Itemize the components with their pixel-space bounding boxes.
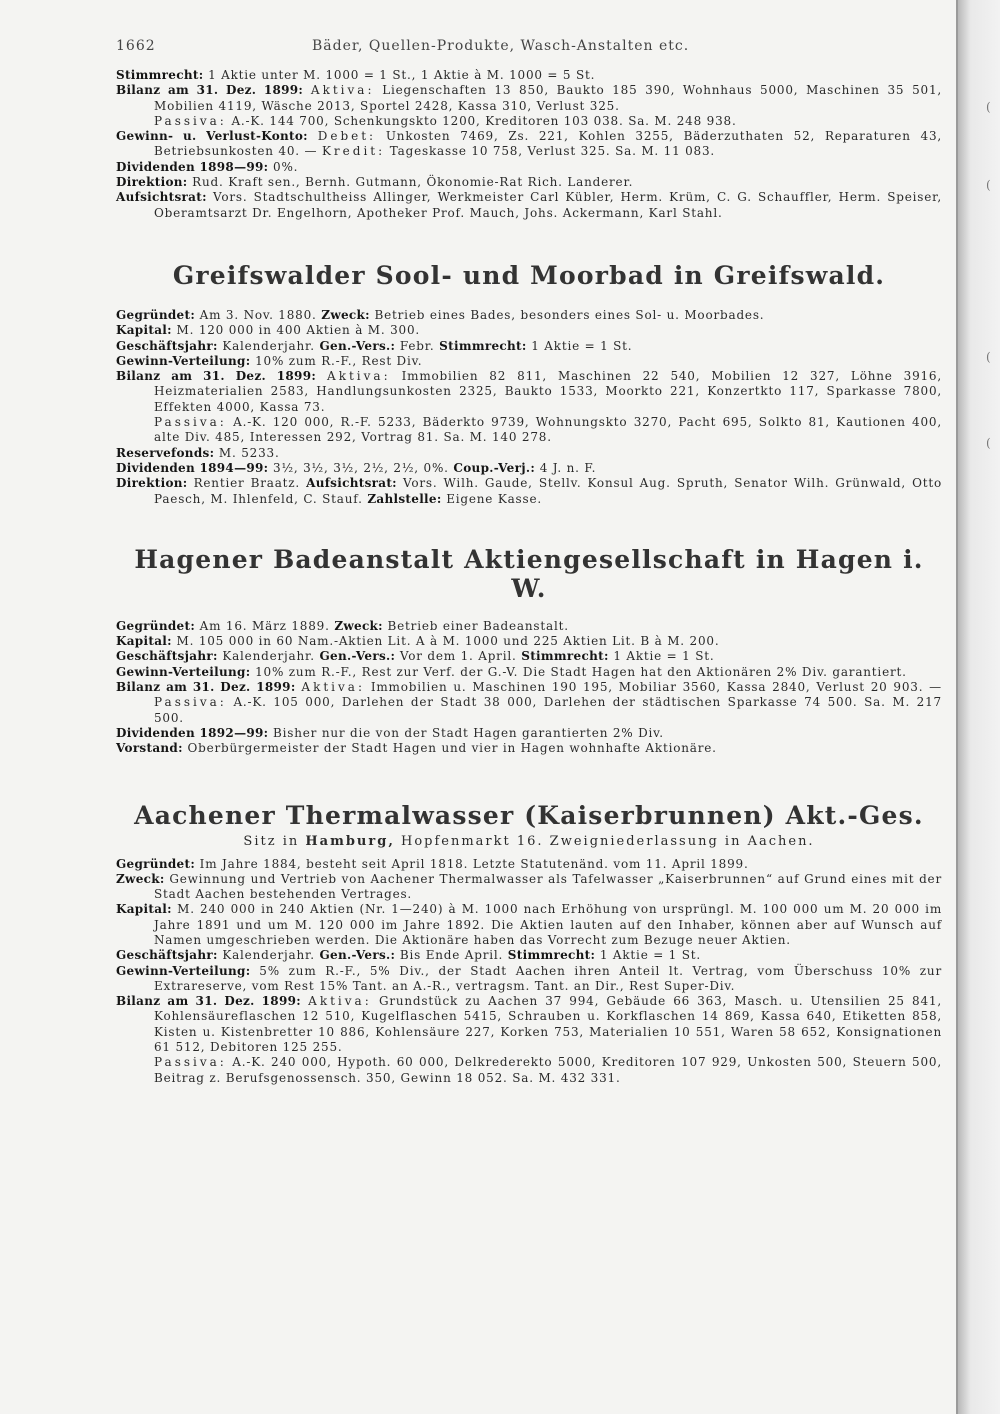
- entry-kapital: Kapital: M. 120 000 in 400 Aktien à M. 300.: [116, 323, 420, 338]
- section-hagen: [116, 545, 942, 757]
- entry-kapital: Kapital: M. 240 000 in 240 Aktien (Nr. 1—240) à M. 1000 nach Erhöhung von ursprüngl. M. 100 000 um M. 20 000 im Jahre 1891 und um M. 120 000 im Jahre 1892. Die Aktien lauten auf den Inhaber, können aber auf Wunsch auf Namen umgeschrieben werden. Die Aktionäre haben das Vorrecht zum Bezuge neuer Aktien.: [116, 902, 942, 947]
- entry-bilanz: Bilanz am 31. Dez. 1899: Aktiva: Immobilien 82 811, Maschinen 22 540, Mobilien 12 327, Löhne 3916, Heizmaterialien 2583, Handlungsunkosten 2325, Baukto 1533, Moorkto 221, Konzertkto 117, Sparkasse 7800, Effekten 4000, Kassa 73. Passiva: A.-K. 120 000, R.-F. 5233, Bäderkto 9739, Wohnungskto 3270, Pacht 695, Solkto 81, Kautionen 400, alte Div. 485, Interessen 292, Vortrag 81. Sa. M. 140 278.: [116, 369, 942, 445]
- entry-gewinn-verteilung: Gewinn-Verteilung: 10% zum R.-F., Rest Div.: [116, 353, 423, 368]
- entry-geschaeftsjahr: Geschäftsjahr: Kalenderjahr. Gen.-Vers.: Vor dem 1. April. Stimmrecht: 1 Aktie = 1 St.: [116, 649, 715, 664]
- company-title: Aachener Thermalwasser (Kaiserbrunnen) Akt.-Ges.: [134, 800, 924, 830]
- entry-direktion: Direktion: Rud. Kraft sen., Bernh. Gutmann, Ökonomie-Rat Rich. Landerer.: [116, 175, 634, 190]
- entry-dividenden: Dividenden 1898—99: 0%.: [116, 159, 299, 174]
- edge-mark: (: [986, 350, 991, 364]
- entry-dividenden: Dividenden 1892—99: Bisher nur die von der Stadt Hagen garantierten 2% Div.: [116, 725, 664, 740]
- edge-mark: (: [986, 178, 991, 192]
- entry-bilanz: Bilanz am 31. Dez. 1899: Aktiva: Grundstück zu Aachen 37 994, Gebäude 66 363, Masch. u. Utensilien 25 841, Kohlensäureflaschen 12 510, Kugelflaschen 5415, Schrauben u. Korkflaschen 14 869, Kassa 640, Etiketten 858, Kisten u. Kistenbretter 10 886, Kohlensäure 227, Korken 753, Materialien 10 551, Waren 58 652, Konsignationen 61 512, Debitoren 125 255. Passiva: A.-K. 240 000, Hypoth. 60 000, Delkrederekto 5000, Kreditoren 107 929, Unkosten 500, Steuern 500, Beitrag z. Berufsgenossensch. 350, Gewinn 18 052. Sa. M. 432 331.: [116, 994, 942, 1085]
- section-continuation: [116, 68, 942, 221]
- entry-gewinn-verteilung: Gewinn-Verteilung: 10% zum R.-F., Rest zur Verf. der G.-V. Die Stadt Hagen hat den Aktionären 2% Div. garantiert.: [116, 664, 907, 679]
- entry-kapital: Kapital: M. 105 000 in 60 Nam.-Aktien Lit. A à M. 1000 und 225 Aktien Lit. B à M. 200.: [116, 634, 720, 649]
- entry-reservefonds: Reservefonds: M. 5233.: [116, 445, 280, 460]
- entry-gegruendet: Gegründet: Im Jahre 1884, besteht seit April 1818. Letzte Statutenänd. vom 11. April 1899.: [116, 856, 749, 871]
- entry-bilanz: Bilanz am 31. Dez. 1899: Aktiva: Liegenschaften 13 850, Baukto 185 390, Wohnhaus 5000, Maschinen 35 501, Mobilien 4119, Wäsche 2013, Sportel 2428, Kassa 310, Verlust 325. Passiva: A.-K. 144 700, Schenkungskto 1200, Kreditoren 103 038. Sa. M. 248 938.: [116, 83, 942, 128]
- page-content: [116, 38, 942, 1086]
- page-number: 1662: [116, 38, 156, 54]
- entry-gewinn-verteilung: Gewinn-Verteilung: 5% zum R.-F., 5% Div., der Stadt Aachen ihren Anteil lt. Vertrag, vom Überschuss 10% zur Extrareserve, vom Rest 15% Tant. an A.-R., vertragsm. Tant. an Dir., Rest Super-Div.: [116, 963, 942, 993]
- company-seat: Sitz in Hamburg, Hopfenmarkt 16. Zweigniederlassung in Aachen.: [243, 833, 815, 849]
- entry-gegruendet-zweck: Gegründet: Am 16. März 1889. Zweck: Betrieb einer Badeanstalt.: [116, 618, 569, 633]
- entry-zweck: Zweck: Gewinnung und Vertrieb von Aachener Thermalwasser als Tafelwasser „Kaiserbrunnen“ auf Grund eines mit der Stadt Aachen bestehenden Vertrages.: [116, 871, 942, 902]
- entry-dividenden: Dividenden 1894—99: 3½, 3½, 3½, 2½, 2½, 0%. Coup.-Verj.: 4 J. n. F.: [116, 460, 597, 475]
- entry-geschaeftsjahr: Geschäftsjahr: Kalenderjahr. Gen.-Vers.: Febr. Stimmrecht: 1 Aktie = 1 St.: [116, 338, 633, 353]
- entry-gegruendet-zweck: Gegründet: Am 3. Nov. 1880. Zweck: Betrieb eines Bades, besonders eines Sol- u. Moorbades.: [116, 307, 765, 322]
- company-title: Greifswalder Sool- und Moorbad in Greifswald.: [172, 260, 886, 290]
- edge-mark: (: [986, 100, 991, 114]
- next-page-edge: [958, 0, 1000, 1414]
- entry-aufsichtsrat: Aufsichtsrat: Vors. Stadtschultheiss Allinger, Werkmeister Carl Kübler, Herm. Krüm, C. G. Schauffler, Herm. Speiser, Oberamtsarzt Dr. Engelhorn, Apotheker Prof. Mauch, Johs. Ackermann, Karl Stahl.: [116, 190, 942, 220]
- section-aachen: [116, 801, 942, 1086]
- entry-vorstand: Vorstand: Oberbürgermeister der Stadt Hagen und vier in Hagen wohnhafte Aktionäre.: [116, 741, 717, 756]
- running-title: Bäder, Quellen-Produkte, Wasch-Anstalten etc.: [312, 38, 690, 54]
- entry-direktion: Direktion: Rentier Braatz. Aufsichtsrat: Vors. Wilh. Gaude, Stellv. Konsul Aug. Spruth, Senator Wilh. Grünwald, Otto Paesch, M. Ihlenfeld, C. Stauf. Zahlstelle: Eigene Kasse.: [116, 476, 942, 506]
- entry-bilanz: Bilanz am 31. Dez. 1899: Aktiva: Immobilien u. Maschinen 190 195, Mobiliar 3560, Kassa 2840, Verlust 20 903. — Passiva: A.-K. 105 000, Darlehen der Stadt 38 000, Darlehen der städtischen Sparkasse 74 500. Sa. M. 217 500.: [116, 680, 942, 725]
- page-header: [116, 38, 942, 68]
- section-greifswald: [116, 261, 942, 507]
- company-title: Hagener Badeanstalt Aktiengesellschaft in Hagen i. W.: [134, 544, 924, 603]
- entry-stimmrecht: Stimmrecht: 1 Aktie unter M. 1000 = 1 St., 1 Aktie à M. 1000 = 5 St.: [116, 68, 596, 82]
- entry-gewinn-verlust: Gewinn- u. Verlust-Konto: Debet: Unkosten 7469, Zs. 221, Kohlen 3255, Bäderzuthaten 52, Reparaturen 43, Betriebsunkosten 40. — Kredit: Tageskasse 10 758, Verlust 325. Sa. M. 11 083.: [116, 129, 942, 159]
- edge-mark: (: [986, 436, 991, 450]
- entry-geschaeftsjahr: Geschäftsjahr: Kalenderjahr. Gen.-Vers.: Bis Ende April. Stimmrecht: 1 Aktie = 1 St.: [116, 948, 701, 963]
